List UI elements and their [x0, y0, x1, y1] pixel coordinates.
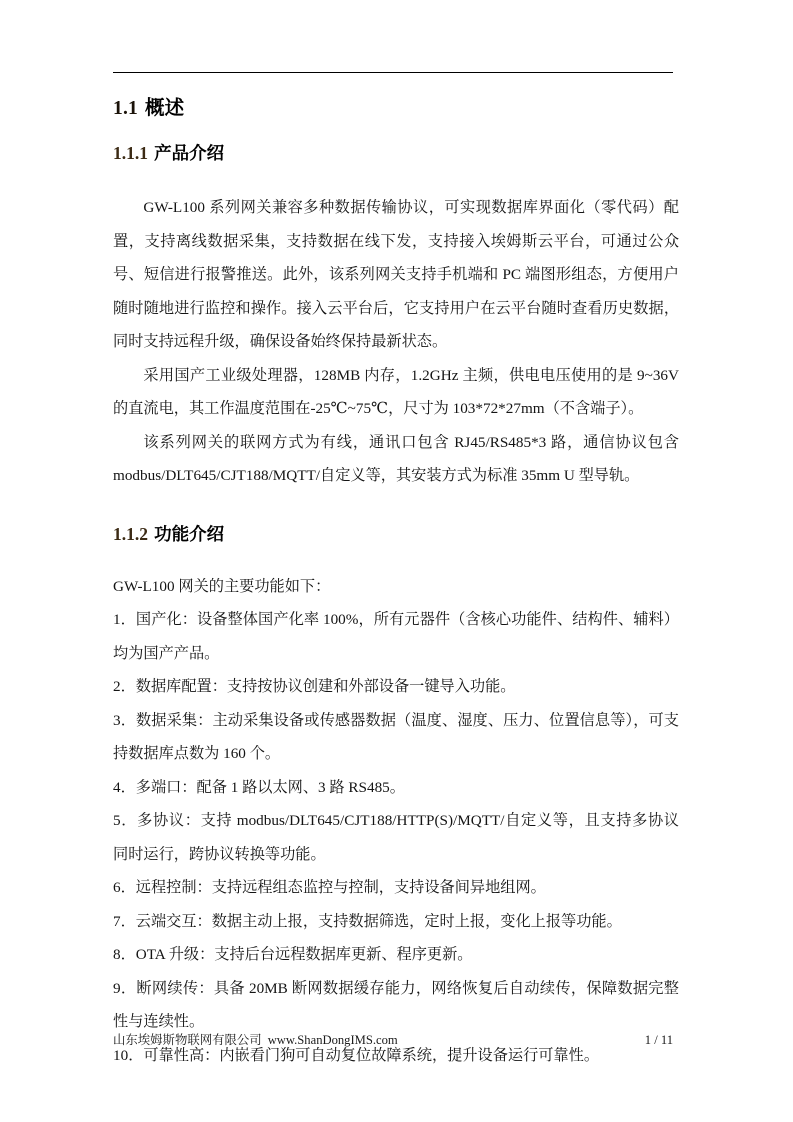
heading-subsection-1-1-2 [113, 524, 679, 546]
header-rule-divider [113, 72, 673, 73]
footer-website-url[interactable]: www.ShanDongIMS.com [267, 1033, 398, 1047]
feature-list-lead: GW-L100 网关的主要功能如下： [113, 577, 331, 595]
list-item: 5．多协议：支持 modbus/DLT645/CJT188/HTTP(S)/MQTT/自定义等，且支持多协议同时运行，跨协议转换等功能。 [113, 812, 679, 863]
paragraph-hardware-specs: 采用国产工业级处理器，128MB 内存，1.2GHz 主频，供电电压使用的是 9~36V 的直流电，其工作温度范围在-25℃~75℃，尺寸为 103*72*27mm（不含端子）。 [113, 366, 679, 418]
spacer [113, 165, 679, 191]
paragraph-product-overview: GW-L100 系列网关兼容多种数据传输协议，可实现数据库界面化（零代码）配置，支持离线数据采集，支持数据在线下发，支持接入埃姆斯云平台，可通过公众号、短信进行报警推送。此外，该系列网关支持手机端和 PC 端图形组态，方便用户随时随地进行监控和操作。接入云平台后，它支持用户在云平台随时查看历史数据，同时支持远程升级，确保设备始终保持最新状态。 [113, 199, 679, 351]
list-item: 3．数据采集：主动采集设备或传感器数据（温度、湿度、压力、位置信息等），可支持数据库点数为 160 个。 [113, 711, 679, 763]
page-footer [113, 1030, 673, 1048]
heading-subsection-number: 1.1.1 [113, 143, 148, 164]
paragraph-networking: 该系列网关的联网方式为有线，通讯口包含 RJ45/RS485*3 路，通信协议包含 modbus/DLT645/CJT188/MQTT/自定义等，其安装方式为标准 35mm U 型导轨。 [113, 433, 679, 485]
page-content [113, 96, 679, 1072]
footer-left-group [113, 1030, 398, 1048]
heading-section-1-1 [113, 96, 679, 120]
list-item: 1．国产化：设备整体国产化率 100%，所有元器件（含核心功能件、结构件、辅料）均为国产产品。 [113, 611, 679, 662]
heading-section-title: 概述 [144, 96, 185, 119]
list-item: 2．数据库配置：支持按协议创建和外部设备一键导入功能。 [113, 678, 516, 696]
list-item: 6．远程控制：支持远程组态监控与控制，支持设备间异地组网。 [113, 879, 546, 897]
spacer [113, 546, 679, 570]
heading-subsection-title: 产品介绍 [154, 144, 225, 165]
list-item: 4．多端口：配备 1 路以太网、3 路 RS485。 [113, 778, 405, 796]
heading-section-number: 1.1 [113, 98, 138, 119]
list-item: 9．断网续传：具备 20MB 断网数据缓存能力，网络恢复后自动续传，保障数据完整性与连续性。 [113, 979, 679, 1031]
footer-page-number: 1 / 11 [644, 1033, 673, 1047]
list-item: 10．可靠性高：内嵌看门狗可自动复位故障系统，提升设备运行可靠性。 [113, 1046, 599, 1064]
list-item: 7．云端交互：数据主动上报，支持数据筛选，定时上报，变化上报等功能。 [113, 912, 622, 930]
heading-subsection-number: 1.1.2 [113, 523, 148, 544]
heading-subsection-title: 功能介绍 [154, 524, 225, 545]
spacer [113, 120, 679, 143]
list-item: 8．OTA 升级：支持后台远程数据库更新、程序更新。 [113, 946, 473, 964]
heading-subsection-1-1-1 [113, 143, 679, 165]
footer-company-name: 山东埃姆斯物联网有限公司 [113, 1032, 262, 1047]
spacer [113, 493, 679, 524]
